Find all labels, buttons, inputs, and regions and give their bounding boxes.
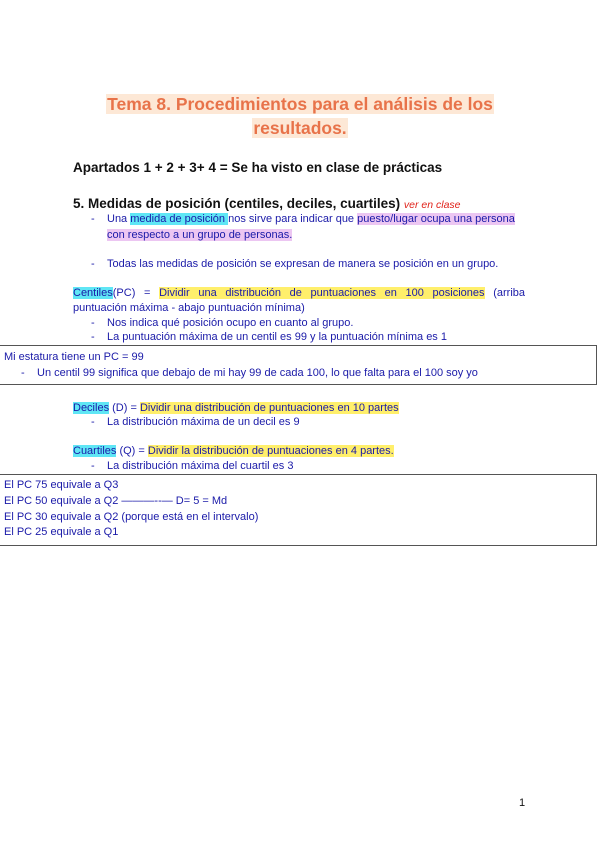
example-box-centil — [0, 345, 597, 385]
centiles-bullet2 — [91, 330, 447, 345]
centiles-definition — [73, 286, 525, 301]
box2-line: El PC 30 equivale a Q2 (porque está en el intervalo) — [4, 511, 259, 523]
cuartiles-bullet — [91, 459, 293, 474]
box1-line1: Mi estatura tiene un PC = 99 — [4, 351, 144, 363]
centiles-tail: (arriba — [484, 287, 525, 299]
page-title-line2: resultados. — [253, 118, 347, 138]
section5-bullet1 — [91, 212, 515, 227]
centiles-bullet1 — [91, 316, 353, 331]
deciles-definition — [73, 401, 399, 416]
deciles-bullet-text: La distribución máxima de un decil es 9 — [107, 416, 300, 428]
box1-line2 — [21, 366, 478, 381]
centiles-abbr: (PC) = — [112, 287, 160, 299]
centiles-def: Dividir una distribución de puntuaciones en 100 posiciones — [159, 287, 485, 299]
bullet1-pre: Una — [107, 213, 131, 225]
section5-bullet2 — [91, 257, 498, 272]
deciles-bullet — [91, 415, 300, 430]
section5-bullet1-line2 — [107, 228, 292, 243]
bullet1-highlight-medida: medida de posición — [130, 213, 229, 225]
cuartiles-definition — [73, 444, 394, 459]
section5-heading — [73, 196, 461, 211]
page-title — [0, 92, 600, 116]
apartados-heading: Apartados 1 + 2 + 3+ 4 = Se ha visto en clase de prácticas — [73, 160, 443, 175]
centiles-bullet1-text: Nos indica qué posición ocupo en cuanto al grupo. — [107, 317, 354, 329]
bullet2-text: Todas las medidas de posición se expresan de manera se posición en un grupo. — [107, 258, 499, 270]
deciles-term: Deciles — [73, 402, 110, 414]
example-box-equivalencias — [0, 474, 597, 546]
bullet-dash: - — [91, 460, 95, 472]
box1-line2-text: Un centil 99 significa que debajo de mi hay 99 de cada 100, lo que falta para el 100 soy yo — [37, 367, 478, 379]
box2-line: El PC 50 equivale a Q2 ———--— D= 5 = Md — [4, 495, 228, 507]
centiles-term: Centiles — [73, 287, 113, 299]
section5-title: 5. Medidas de posición (centiles, deciles, cuartiles) — [73, 196, 401, 211]
cuartiles-abbr: (Q) = — [116, 445, 148, 457]
box2-line: El PC 75 equivale a Q3 — [4, 479, 119, 491]
deciles-abbr: (D) = — [109, 402, 140, 414]
section5-note: ver en clase — [403, 199, 461, 211]
bullet-dash: - — [91, 331, 95, 343]
page-title-line1: Tema 8. Procedimientos para el análisis de los — [107, 94, 493, 114]
bullet1-line2-text: con respecto a un grupo de personas. — [107, 229, 293, 241]
bullet1-highlight-puesto: puesto/lugar ocupa una persona — [357, 213, 515, 225]
bullet1-mid: nos sirve para indicar que — [228, 213, 358, 225]
page-title-line2-wrap — [0, 116, 600, 140]
bullet-dash: - — [91, 416, 95, 428]
cuartiles-bullet-text: La distribución máxima del cuartil es 3 — [107, 460, 294, 472]
bullet-dash: - — [91, 213, 95, 225]
bullet-dash: - — [91, 317, 95, 329]
deciles-def: Dividir una distribución de puntuaciones en 10 partes — [139, 402, 399, 414]
bullet-dash: - — [21, 367, 25, 379]
page-number: 1 — [519, 797, 526, 809]
centiles-definition-line2: puntuación máxima - abajo puntuación mínima) — [73, 302, 305, 314]
cuartiles-def: Dividir la distribución de puntuaciones en 4 partes. — [147, 445, 394, 457]
centiles-bullet2-text: La puntuación máxima de un centil es 99 y la puntuación mínima es 1 — [107, 331, 447, 343]
bullet-dash: - — [91, 258, 95, 270]
cuartiles-term: Cuartiles — [73, 445, 117, 457]
box2-line: El PC 25 equivale a Q1 — [4, 526, 119, 538]
